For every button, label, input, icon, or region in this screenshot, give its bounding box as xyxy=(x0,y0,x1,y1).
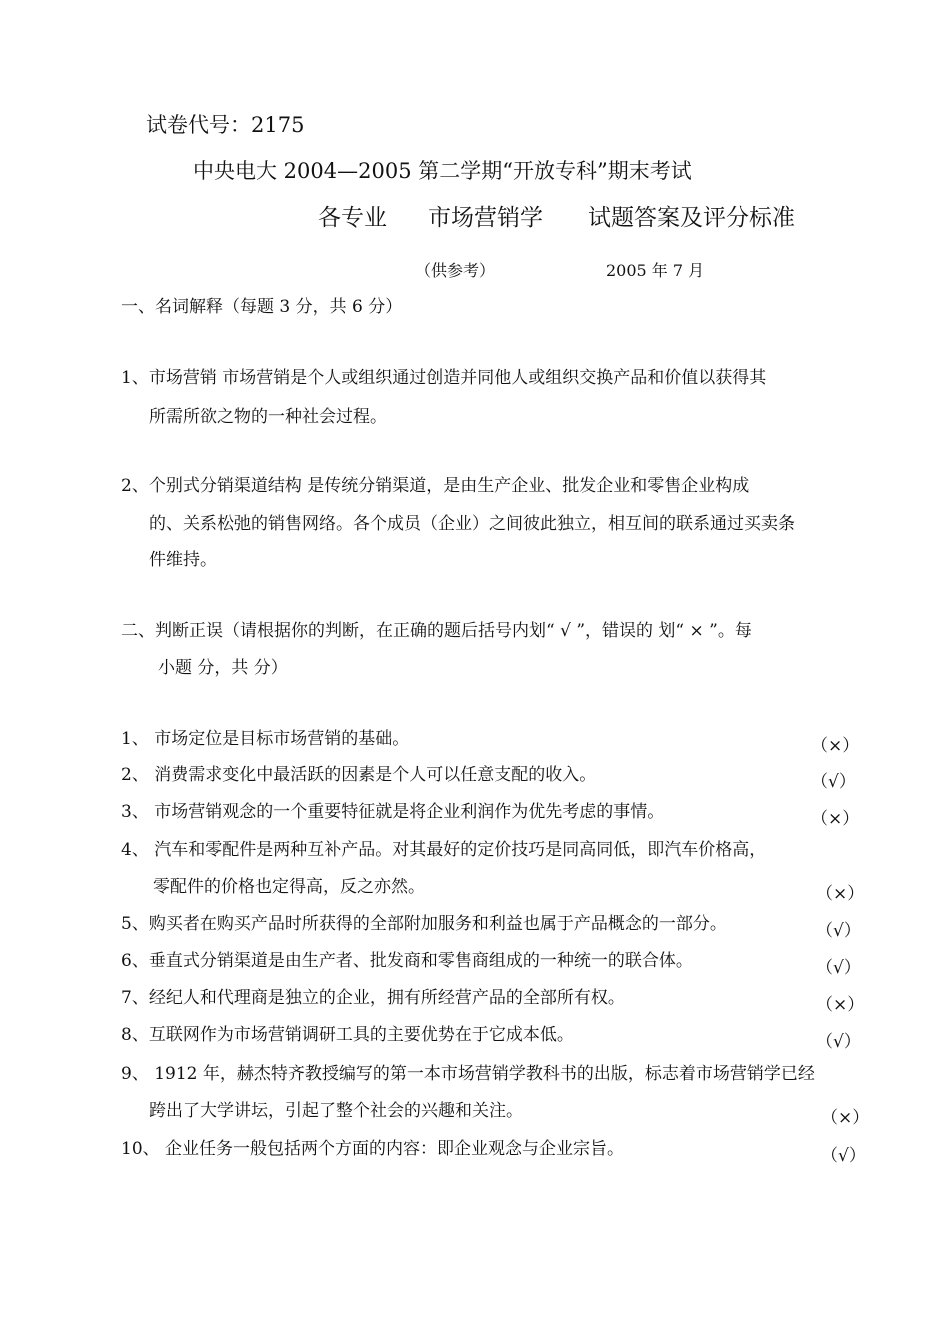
tf-item-4-line1: 4、 汽车和零配件是两种互补产品。对其最好的定价技巧是同高同低，即汽车价格高， xyxy=(121,840,767,860)
exam-code: 试卷代号：2175 xyxy=(146,113,305,137)
tf-item-9-line2: 跨出了大学讲坛，引起了整个社会的兴趣和关注。 xyxy=(149,1101,523,1121)
subject-major: 各专业 xyxy=(318,205,387,231)
tf-item-4-line2: 零配件的价格也定得高，反之亦然。 xyxy=(153,877,425,897)
definition-2-line3: 件维持。 xyxy=(149,550,217,570)
reference-note: （供参考） xyxy=(415,261,496,280)
tf-answer-8: （√） xyxy=(816,1032,861,1052)
section2-heading-line2: 小题 分，共 分） xyxy=(158,658,288,678)
section2-heading-line1: 二、判断正误（请根据你的判断，在正确的题后括号内划“ √ ”，错误的 划“ × ”。每 xyxy=(121,621,752,641)
tf-answer-2: （√） xyxy=(811,772,856,792)
subject-course: 市场营销学 xyxy=(428,205,543,231)
exam-date: 2005 年 7 月 xyxy=(606,261,705,280)
tf-item-2: 2、 消费需求变化中最活跃的因素是个人可以任意支配的收入。 xyxy=(121,765,597,785)
tf-answer-6: （√） xyxy=(816,958,861,978)
tf-item-7: 7、经纪人和代理商是独立的企业，拥有所经营产品的全部所有权。 xyxy=(121,988,625,1008)
tf-item-3: 3、 市场营销观念的一个重要特征就是将企业利润作为优先考虑的事情。 xyxy=(121,802,665,822)
definition-1-line1: 1、市场营销 市场营销是个人或组织通过创造并同他人或组织交换产品和价值以获得其 xyxy=(121,368,767,388)
tf-item-8: 8、互联网作为市场营销调研工具的主要优势在于它成本低。 xyxy=(121,1025,574,1045)
definition-2-line1: 2、个别式分销渠道结构 是传统分销渠道，是由生产企业、批发企业和零售企业构成 xyxy=(121,476,750,496)
definition-2-line2: 的、关系松弛的销售网络。各个成员（企业）之间彼此独立，相互间的联系通过买卖条 xyxy=(149,514,795,534)
tf-item-5: 5、购买者在购买产品时所获得的全部附加服务和利益也属于产品概念的一部分。 xyxy=(121,914,727,934)
exam-title: 中央电大 2004—2005 第二学期“开放专科”期末考试 xyxy=(193,159,692,183)
tf-item-6: 6、垂直式分销渠道是由生产者、批发商和零售商组成的一种统一的联合体。 xyxy=(121,951,693,971)
section1-heading: 一、名词解释（每题 3 分，共 6 分） xyxy=(121,297,403,317)
tf-item-10: 10、 企业任务一般包括两个方面的内容：即企业观念与企业宗旨。 xyxy=(121,1139,625,1159)
tf-answer-1: （×） xyxy=(811,736,860,756)
tf-item-9-line1: 9、 1912 年，赫杰特齐教授编写的第一本市场营销学教科书的出版，标志着市场营销学已经 xyxy=(121,1064,815,1084)
tf-answer-4: （×） xyxy=(816,884,865,904)
definition-1-line2: 所需所欲之物的一种社会过程。 xyxy=(149,407,387,427)
tf-answer-9: （×） xyxy=(821,1108,870,1128)
tf-answer-5: （√） xyxy=(816,921,861,941)
tf-item-1: 1、 市场定位是目标市场营销的基础。 xyxy=(121,729,410,749)
tf-answer-10: （√） xyxy=(821,1146,866,1166)
tf-answer-3: （×） xyxy=(811,809,860,829)
subject-doc: 试题答案及评分标准 xyxy=(588,205,795,231)
tf-answer-7: （×） xyxy=(816,995,865,1015)
